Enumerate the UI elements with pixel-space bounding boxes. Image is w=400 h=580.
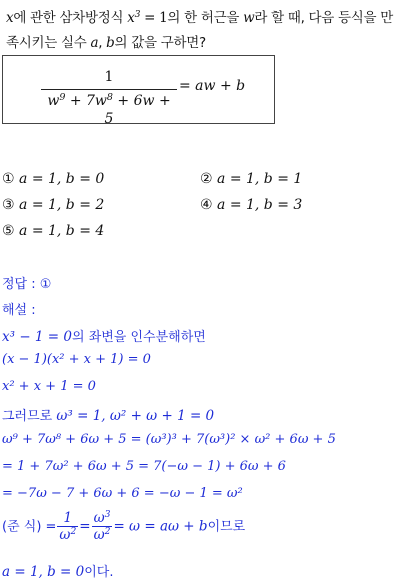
choice-5[interactable] (2, 223, 104, 239)
question-comma: , (98, 35, 107, 51)
question-part-3: 라 할 때, 다음 등식을 만족시키는 실수 (6, 10, 393, 51)
equation-fraction (41, 68, 177, 127)
solution-line-4-text: 그러므로 (2, 409, 53, 424)
choice-5-mark: ⑤ (2, 223, 15, 239)
cubic-x: $x^3$ (127, 8, 141, 26)
equation-box (2, 55, 275, 127)
choice-4[interactable] (200, 197, 302, 213)
choice-4-text: a = 1, b = 3 (217, 197, 303, 213)
question-text (6, 6, 398, 56)
frac-1-over-omega-squared: $\frac{1}{\omega^2}$ (59, 510, 77, 543)
question-part-2: 의 한 허근을 (167, 10, 244, 26)
solution-line-8-pre: (준 식) = (2, 519, 57, 535)
question-part-4: 의 값을 구하면? (114, 35, 206, 51)
solution-line-4 (2, 405, 214, 424)
var-b: b (106, 35, 115, 51)
var-a: a (90, 35, 99, 51)
answer-label: 정답 : ① (2, 277, 52, 292)
choice-1-mark: ① (2, 171, 15, 187)
solution-line-3: x² + x + 1 = 0 (2, 379, 96, 394)
solution-line-2: (x − 1)(x² + x + 1) = 0 (2, 352, 151, 367)
solution-line-4-math: ω³ = 1, ω² + ω + 1 = 0 (56, 408, 215, 424)
solution-line-6: = 1 + 7ω² + 6ω + 5 = 7(−ω − 1) + 6ω + 6 (2, 459, 286, 474)
equation-rhs: = aw + b (179, 78, 246, 94)
solution-line-9-post: 이다. (84, 565, 114, 580)
solution-line-8-post: 이므로 (207, 519, 246, 535)
choice-3-text: a = 1, b = 2 (19, 197, 105, 213)
question-part-1: 에 관한 삼차방정식 (13, 10, 128, 26)
solution-line-1-math: x³ − 1 = 0 (2, 329, 72, 345)
choice-3[interactable] (2, 197, 104, 213)
solution-line-8: (준 식) = $\frac{1}{\omega^2}$ = $\frac{\omega^3}{\omega^2}$ = ω = aω + b이므로 (2, 508, 246, 543)
solution-line-1 (2, 326, 206, 345)
solution-line-8-mid: = ω = aω + b (113, 518, 208, 535)
solution-line-9-math: a = 1, b = 0 (2, 564, 85, 580)
fraction-numerator: 1 (104, 69, 114, 85)
choice-2[interactable] (200, 171, 302, 187)
explanation-label: 해설 : (2, 303, 36, 318)
choice-1[interactable] (2, 171, 104, 187)
solution-line-7: = −7ω − 7 + 6ω + 6 = −ω − 1 = ω² (2, 486, 243, 501)
choice-5-text: a = 1, b = 4 (19, 223, 105, 239)
solution-line-5: ω⁹ + 7ω⁸ + 6ω + 5 = (ω³)³ + 7(ω³)² × ω² + 6ω + 5 (2, 432, 336, 447)
choice-4-mark: ④ (200, 197, 213, 213)
cubic-eq: = 1 (144, 10, 168, 26)
choice-2-text: a = 1, b = 1 (217, 171, 303, 187)
fraction-denominator: $w^9 + 7w^8 + 6w + 5$ (47, 91, 171, 127)
fraction-bar (41, 89, 177, 90)
choice-1-text: a = 1, b = 0 (19, 171, 105, 187)
solution-line-1-text: 의 좌변을 인수분해하면 (72, 330, 206, 345)
choice-2-mark: ② (200, 171, 213, 187)
frac-omega-cubed-over-omega-squared: $\frac{\omega^3}{\omega^2}$ (93, 508, 111, 543)
var-w: w (243, 10, 255, 26)
solution-line-9 (2, 561, 114, 580)
choice-3-mark: ③ (2, 197, 15, 213)
var-x: x (6, 10, 14, 26)
